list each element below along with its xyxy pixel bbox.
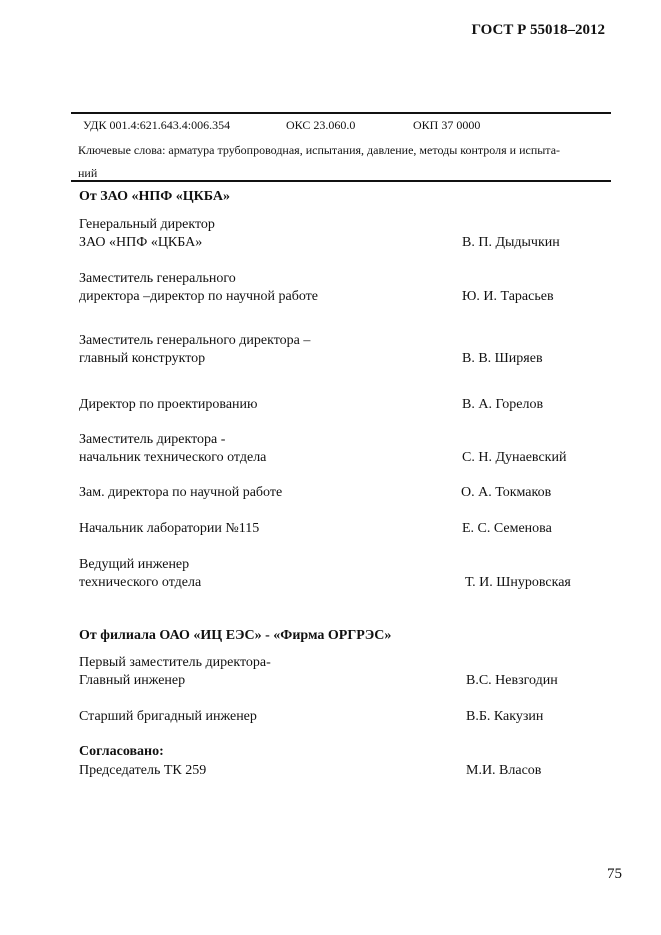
signatory-role: Генеральный директор ЗАО «НПФ «ЦКБА» (79, 217, 215, 250)
signatory-role: Начальник лаборатории №115 (79, 521, 260, 536)
signatory-name: В.Б. Какузин (466, 709, 544, 724)
udk-code: УДК 001.4:621.643.4:006.354 (83, 118, 231, 132)
signatory-role: Старший бригадный инженер (79, 709, 257, 724)
okp-code: ОКП 37 0000 (413, 118, 481, 132)
oks-code: ОКС 23.060.0 (286, 118, 356, 132)
keywords-line-2: ний (78, 166, 98, 180)
signatory-name: В. В. Ширяев (462, 351, 543, 366)
signatory-role: Заместитель генерального директора – главный конструктор (79, 333, 311, 366)
signatory-role: Директор по проектированию (79, 397, 258, 412)
signatory-role: Заместитель директора - начальник технического отдела (79, 432, 267, 465)
signatory-role: Первый заместитель директора- Главный инженер (79, 655, 271, 688)
signatory-role: Зам. директора по научной работе (79, 485, 283, 500)
signatory-name: В. П. Дыдычкин (462, 235, 560, 250)
signatory-name: Е. С. Семенова (462, 521, 552, 536)
section-title-ckba: От ЗАО «НПФ «ЦКБА» (79, 189, 230, 204)
signatory-name: Т. И. Шнуровская (465, 575, 571, 590)
keywords-line-1: Ключевые слова: арматура трубопроводная, испытания, давление, методы контроля и испыта- (78, 143, 561, 157)
signatory-name: Ю. И. Тарасьев (462, 289, 554, 304)
signatory-name: С. Н. Дунаевский (462, 450, 567, 465)
signatory-role: Заместитель генерального директора –директор по научной работе (79, 271, 318, 304)
signatory-name: В. А. Горелов (462, 397, 544, 412)
signatory-role: Ведущий инженер технического отдела (79, 557, 202, 590)
signatory-role: Председатель ТК 259 (79, 763, 207, 778)
top-rule (71, 112, 611, 114)
section-title-agreed: Согласовано: (79, 744, 164, 759)
standard-header: ГОСТ Р 55018–2012 (471, 22, 605, 38)
section-title-orgres: От филиала ОАО «ИЦ ЕЭС» - «Фирма ОРГРЭС» (79, 628, 392, 643)
bottom-rule (71, 180, 611, 182)
classification-line (83, 118, 480, 133)
signatory-name: М.И. Власов (466, 763, 542, 778)
page-number: 75 (607, 866, 622, 882)
signatory-name: В.С. Невзгодин (466, 673, 558, 688)
signatory-name: О. А. Токмаков (461, 485, 552, 500)
